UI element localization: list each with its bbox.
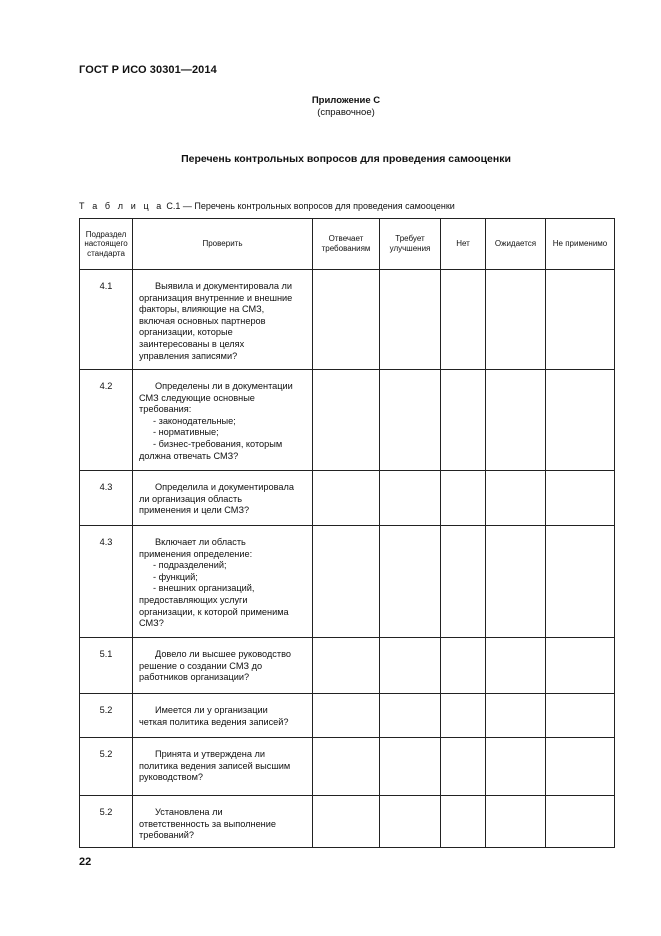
checkbox-cell[interactable]	[380, 738, 441, 796]
table-header-row	[80, 219, 615, 270]
question-line: Включает ли область	[155, 537, 246, 547]
question-line: Выявила и документировала ли	[155, 281, 292, 291]
checkbox-cell[interactable]	[313, 270, 380, 370]
question-line: - законодательные;	[153, 415, 236, 426]
header-line: Ожидается	[494, 239, 537, 249]
checkbox-cell[interactable]	[486, 738, 546, 796]
checkbox-cell[interactable]	[380, 526, 441, 638]
table-row	[80, 471, 615, 526]
checkbox-cell[interactable]	[546, 526, 615, 638]
question-cell	[133, 370, 313, 471]
question-line: включая основных партнеров	[139, 315, 266, 326]
checkbox-cell[interactable]	[441, 370, 486, 471]
checkbox-cell[interactable]	[546, 738, 615, 796]
checkbox-cell[interactable]	[441, 638, 486, 694]
subsection-cell: 4.1	[80, 270, 133, 370]
question-line: Довело ли высшее руководство	[155, 649, 291, 659]
header-line: требованиям	[321, 244, 371, 253]
header-line: Не применимо	[552, 239, 608, 249]
header-line: Проверить	[202, 239, 243, 249]
question-line: организации, к которой применима	[139, 606, 289, 617]
header-not-applicable	[546, 219, 615, 270]
table-row	[80, 526, 615, 638]
question-line: Установлена ли	[155, 807, 223, 817]
question-cell	[133, 694, 313, 738]
question-line: СМЗ следующие основные	[139, 392, 255, 403]
question-line: применения и цели СМЗ?	[139, 505, 250, 516]
table-row	[80, 694, 615, 738]
checkbox-cell[interactable]	[441, 694, 486, 738]
question-line: - внешних организаций,	[153, 583, 255, 594]
checkbox-cell[interactable]	[546, 638, 615, 694]
checklist-table	[79, 218, 615, 848]
question-line: управления записями?	[139, 350, 238, 361]
question-line: ответственность за выполнение	[139, 818, 276, 829]
checkbox-cell[interactable]	[486, 471, 546, 526]
checkbox-cell[interactable]	[380, 370, 441, 471]
annex-heading	[0, 95, 661, 119]
checkbox-cell[interactable]	[313, 638, 380, 694]
annex-title: Приложение С	[311, 95, 381, 106]
header-meets-requirements	[313, 219, 380, 270]
question-cell	[133, 526, 313, 638]
checkbox-cell[interactable]	[313, 694, 380, 738]
checkbox-cell[interactable]	[313, 526, 380, 638]
checkbox-cell[interactable]	[546, 370, 615, 471]
table-row	[80, 270, 615, 370]
checkbox-cell[interactable]	[486, 796, 546, 848]
subsection-cell: 5.2	[80, 694, 133, 738]
question-line: решение о создании СМЗ до	[139, 660, 263, 671]
checkbox-cell[interactable]	[546, 471, 615, 526]
question-cell	[133, 270, 313, 370]
question-line: - нормативные;	[153, 427, 219, 438]
question-cell	[133, 638, 313, 694]
header-check	[133, 219, 313, 270]
question-line: СМЗ?	[139, 618, 164, 629]
checkbox-cell[interactable]	[380, 796, 441, 848]
question-line: Имеется ли у организации	[155, 705, 268, 715]
table-row	[80, 370, 615, 471]
header-line: Подраздел	[85, 229, 127, 239]
header-line: Отвечает	[328, 234, 364, 244]
table-caption-prefix: Т а б л и ц а	[79, 201, 164, 211]
checkbox-cell[interactable]	[313, 738, 380, 796]
question-line: применения определение:	[139, 548, 253, 559]
checkbox-cell[interactable]	[486, 694, 546, 738]
header-line: Нет	[456, 239, 470, 249]
subsection-cell: 4.3	[80, 471, 133, 526]
question-line: политика ведения записей высшим	[139, 760, 291, 771]
subsection-cell: 4.2	[80, 370, 133, 471]
checkbox-cell[interactable]	[380, 694, 441, 738]
checkbox-cell[interactable]	[486, 638, 546, 694]
checkbox-cell[interactable]	[441, 526, 486, 638]
checkbox-cell[interactable]	[441, 796, 486, 848]
question-cell	[133, 471, 313, 526]
question-cell	[133, 738, 313, 796]
subsection-cell: 5.2	[80, 796, 133, 848]
header-expected	[486, 219, 546, 270]
question-line: организации, которые	[139, 327, 233, 338]
checkbox-cell[interactable]	[380, 270, 441, 370]
header-line: улучшения	[389, 244, 431, 253]
question-line: ли организация область	[139, 493, 242, 504]
question-line: - подразделений;	[153, 560, 227, 571]
checkbox-cell[interactable]	[441, 738, 486, 796]
question-line: факторы, влияющие на СМЗ,	[139, 304, 265, 315]
checkbox-cell[interactable]	[441, 270, 486, 370]
checkbox-cell[interactable]	[313, 471, 380, 526]
table-caption-text: С.1 — Перечень контрольных вопросов для проведения самооценки	[163, 201, 455, 211]
subsection-cell: 5.2	[80, 738, 133, 796]
question-line: руководством?	[139, 772, 203, 783]
question-line: требований?	[139, 830, 195, 841]
checkbox-cell[interactable]	[313, 370, 380, 471]
header-subsection	[80, 219, 133, 270]
checkbox-cell[interactable]	[380, 471, 441, 526]
checkbox-cell[interactable]	[380, 638, 441, 694]
checkbox-cell[interactable]	[546, 270, 615, 370]
header-line: Требует	[395, 234, 425, 244]
page-number: 22	[79, 856, 92, 868]
question-line: должна отвечать СМЗ?	[139, 450, 239, 461]
checkbox-cell[interactable]	[546, 796, 615, 848]
subsection-cell: 4.3	[80, 526, 133, 638]
question-line: Определила и документировала	[155, 482, 295, 492]
checkbox-cell[interactable]	[441, 471, 486, 526]
section-title: Перечень контрольных вопросов для проведения самооценки	[181, 153, 511, 165]
question-line: заинтересованы в целях	[139, 338, 245, 349]
question-cell	[133, 796, 313, 848]
subsection-cell: 5.1	[80, 638, 133, 694]
question-line: - бизнес-требования, которым	[153, 438, 283, 449]
header-needs-improvement	[380, 219, 441, 270]
table-row	[80, 638, 615, 694]
checkbox-cell[interactable]	[546, 694, 615, 738]
checkbox-cell[interactable]	[486, 370, 546, 471]
question-line: требования:	[139, 404, 192, 415]
question-line: работников организации?	[139, 672, 250, 683]
question-line: Принята и утверждена ли	[155, 749, 265, 759]
question-line: четкая политика ведения записей?	[139, 716, 289, 727]
table-caption	[79, 201, 455, 211]
header-line: стандарта	[87, 248, 125, 258]
header-line: настоящего	[84, 239, 128, 249]
question-line: организация внутренние и внешние	[139, 292, 293, 303]
annex-type: (справочное)	[317, 107, 375, 118]
table-row	[80, 796, 615, 848]
table-row	[80, 738, 615, 796]
document-header: ГОСТ Р ИСО 30301—2014	[79, 64, 217, 76]
checkbox-cell[interactable]	[486, 526, 546, 638]
question-line: - функций;	[153, 571, 198, 582]
question-line: Определены ли в документации	[155, 381, 293, 391]
checkbox-cell[interactable]	[486, 270, 546, 370]
header-no	[441, 219, 486, 270]
checkbox-cell[interactable]	[313, 796, 380, 848]
question-line: предоставляющих услуги	[139, 594, 248, 605]
